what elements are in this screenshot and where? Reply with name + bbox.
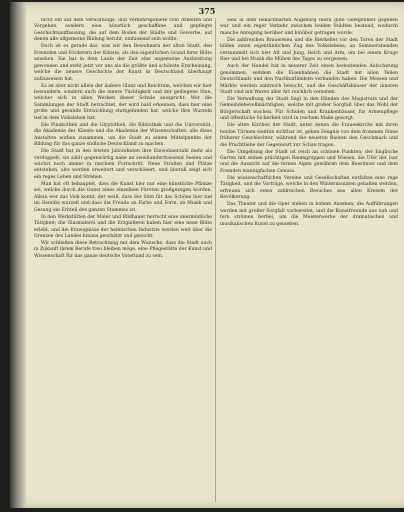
- paragraph: Doch ist es gerade das, was wir den Bewohnern der alten Stadt, den Freunden und Förderern der Künste, als den eigentlichen Grund ihrer Blüte ansehen. Sie hat in dem Laufe der Zeit eine ungemeine Ausbreitung gewonnen und steht jetzt vor uns als die größte und schönste Erscheinung, welche die neuere Geschichte der Kunst in Deutschland überhaupt aufzuweisen hat.: [34, 44, 212, 82]
- paragraph: Es ist aber nicht allein der äußere Glanz und Reichtum, welchen wir hier bewundern, sondern auch die innere Tüchtigkeit und der gediegene Sinn, welcher sich in allen Werken dieser Schule ausspricht. Wer die Sammlungen der Stadt betrachtet, der wird bald erkennen, dass hier eine große und gesunde Entwicklung stattgefunden hat, welche ihre Wurzeln tief in dem Volksleben hat.: [34, 83, 212, 121]
- paragraph: Die alten Kirchen der Stadt, unter denen die Frauenkirche mit ihren beiden Türmen weithin sichtbar ist, geben Zeugnis von dem frommen Sinne früherer Geschlechter, während die neueren Bauten den Geschmack und die Prachtliebe der Gegenwart zur Schau tragen.: [220, 123, 398, 148]
- paragraph: Die Umgebung der Stadt ist reich an schönen Punkten; der Englische Garten mit seinen prächtigen Baumgruppen und Wiesen, die Ufer der Isar und die Aussicht auf die fernen Alpen gewähren dem Bewohner und dem Fremden mannigfachen Genuss.: [220, 149, 398, 174]
- left-text-column: [34, 18, 212, 502]
- page-number: 375: [198, 6, 216, 16]
- book-spine: [10, 2, 26, 508]
- paragraph: Die Pinakothek und die Glyptothek, die Bibliothek und die Universität, die Akademie der Künste und die Akademie der Wissenschaften, alle diese Anstalten wirken zusammen, um die Stadt zu einem Mittelpunkte der Bildung für das ganze südliche Deutschland zu machen.: [34, 122, 212, 148]
- right-text-column: [220, 18, 398, 502]
- paragraph: Die zahlreichen Brauereien und die Bierkeller vor den Toren der Stadt bilden einen eigentümlichen Zug des Volkslebens; an Sommerabenden versammelt sich hier Alt und Jung, Reich und Arm, um bei einem Kruge Bier und bei Musik die Mühen des Tages zu vergessen.: [220, 37, 398, 63]
- paragraph: Wir schließen diese Betrachtung mit dem Wunsche, dass die Stadt auch in Zukunft ihrem Berufe treu bleiben möge, eine Pflegestätte der Kunst und Wissenschaft für das ganze deutsche Vaterland zu sein.: [34, 240, 212, 259]
- book-page: [10, 2, 404, 508]
- paragraph: Man hat oft behauptet, dass die Kunst hier nur eine künstliche Pflanze sei, welche durch die Gunst eines einzelnen Fürsten großgezogen worden. Allein wer das Volk kennt, der weiß, dass der Sinn für das Schöne hier tief im Gemüte wurzelt und dass die Freude an Farbe und Form, an Musik und Gesang ein Erbteil des ganzen Stammes ist.: [34, 181, 212, 213]
- paragraph: weil in dem benachbarten Augsburg hiezu gute Gelegenheit gegeben war und ein reger Verkehr zwischen beiden Städten bestand, wodurch manche Anregung herüber und hinüber getragen wurde.: [220, 18, 398, 36]
- paragraph: Das Theater und die Oper stehen in hohem Ansehen; die Aufführungen werden mit großer Sorgfalt vorbereitet, und die Kunstfreunde aus nah und fern strömen herbei, um die Meisterwerke der dramatischen und musikalischen Kunst zu genießen.: [220, 202, 398, 227]
- paragraph: Die wissenschaftlichen Vereine und Gesellschaften entfalten eine rege Tätigkeit, und die Vorträge, welche in den Wintermonaten gehalten werden, erfreuen sich eines zahlreichen Besuches aus allen Kreisen der Bevölkerung.: [220, 175, 398, 201]
- column-divider: [215, 18, 216, 502]
- paragraph: Auch der Handel hat in neuerer Zeit einen bedeutenden Aufschwung genommen, seitdem die Eisenbahnen die Stadt mit allen Teilen Deutschlands und den Nachbarländern verbunden haben. Die Messen und Märkte werden zahlreich besucht, und die Geschäftshäuser der inneren Stadt sind mit Waren aller Art reichlich versehen.: [220, 64, 398, 95]
- paragraph: In den Werkstätten der Maler und Bildhauer herrscht eine unermüdliche Tätigkeit; die Glasmalerei und die Erzgießerei haben hier eine neue Blüte erlebt, und die Erzeugnisse der heimischen Industrie werden weit über die Grenzen des Landes hinaus geschätzt und gesucht.: [34, 214, 212, 239]
- paragraph: Die Verwaltung der Stadt liegt in den Händen des Magistrats und der Gemeindebevollmächtigten, welche mit großer Sorgfalt über das Wohl der Bürgerschaft wachen. Für Schulen und Krankenhäuser, für Armenpflege und öffentliche Sicherheit wird in reichem Maße gesorgt.: [220, 96, 398, 122]
- paragraph: nicht ein auf dem Verwaltungs- und Verkehrsgebiete vom Arbeiten und Vorgehen, sondern eine künstlich geschaffene und gepflegte Geschichtsauffassung, die auf dem Boden der Städte und Gewerbe, auf denen alle allgemeine Bildung beruht, umfassend sein wollte.: [34, 18, 212, 43]
- paragraph: Die Stadt hat in den letzten Jahrzehnten ihre Einwohnerzahl mehr als verdoppelt; sie zählt gegenwärtig nahe an zweihunderttausend Seelen und wächst noch immer in raschem Fortschritt. Neue Straßen und Plätze entstehen, alte werden erweitert und verschönert, und überall zeigt sich ein reges Leben und Streben.: [34, 149, 212, 180]
